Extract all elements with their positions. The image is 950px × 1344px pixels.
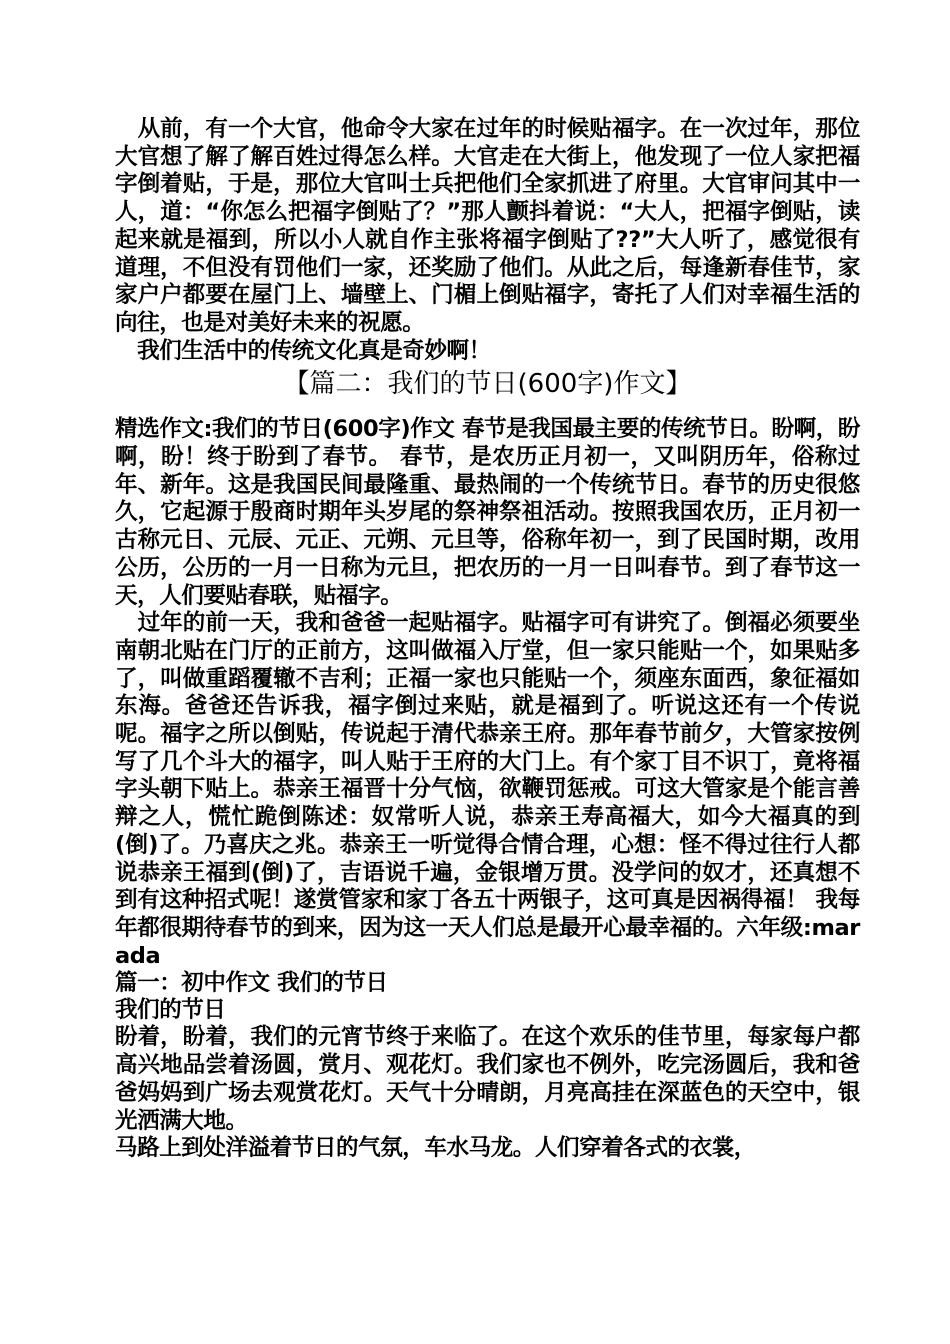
section2-paragraph-1: 精选作文:我们的节日(600字)作文 春节是我国最主要的传统节日。盼啊，盼啊，盼！终于盼到了春节。 春节，是农历正月初一，又叫阴历年，俗称过年、新年。这是我国民间最隆重、最热闹的一个传统节日。春节的历史很悠久，它起源于殷商时期年头岁尾的祭神祭祖活动。按照我国农历，正月初一古称元日、元辰、元正、元朔、元旦等，俗称年初一，到了民国时期，改用公历，公历的一月一日称为元旦，把农历的一月一日叫春节。到了春节这一天，人们要贴春联，贴福字。 bbox=[115, 416, 860, 609]
section1-title: 篇一：初中作文 我们的节日 bbox=[115, 970, 388, 997]
document-body bbox=[115, 116, 860, 1163]
section1-paragraph-1: 盼着，盼着，我们的元宵节终于来临了。在这个欢乐的佳节里，每家每户都高兴地品尝着汤圆，赏月、观花灯。我们家也不例外，吃完汤圆后，我和爸爸妈妈到广场去观赏花灯。天气十分晴朗，月亮高挂在深蓝色的天空中，银光洒满大地。 bbox=[115, 1024, 860, 1134]
section1-paragraph-2: 马路上到处洋溢着节日的气氛，车水马龙。人们穿着各式的衣裳， bbox=[115, 1135, 756, 1162]
essay1-paragraph-1: 从前，有一个大官，他命令大家在过年的时候贴福字。在一次过年，那位大官想了解了解百姓过得怎么样。大官走在大街上，他发现了一位人家把福字倒着贴，于是，那位大官叫士兵把他们全家抓进了府里。大官审问其中一人，道：“你怎么把福字倒贴了？”那人颤抖着说：“大人，把福字倒贴，读起来就是福到，所以小人就自作主张将福字倒贴了??”大人听了，感觉很有道理，不但没有罚他们一家，还奖励了他们。从此之后，每逢新春佳节，家家户户都要在屋门上、墙壁上、门楣上倒贴福字，寄托了人们对幸福生活的向往，也是对美好未来的祝愿。 bbox=[115, 116, 860, 336]
section1-subtitle: 我们的节日 bbox=[115, 997, 226, 1024]
section2-paragraph-2: 过年的前一天，我和爸爸一起贴福字。贴福字可有讲究了。倒福必须要坐南朝北贴在门厅的正前方，这叫做福入厅堂，但一家只能贴一个，如果贴多了，叫做重蹈覆辙不吉利；正福一家也只能贴一个，须座东面西，象征福如东海。爸爸还告诉我，福字倒过来贴，就是福到了。听说这还有一个传说呢。福字之所以倒贴，传说起于清代恭亲王府。那年春节前夕，大管家按例写了几个斗大的福字，叫人贴于王府的大门上。有个家丁目不识丁，竟将福字头朝下贴上。恭亲王福晋十分气恼，欲鞭罚惩戒。可这大管家是个能言善辩之人，慌忙跪倒陈述：奴常听人说，恭亲王寿高福大，如今大福真的到(倒)了。乃喜庆之兆。恭亲王一听觉得合情合理，心想：怪不得过往行人都说恭亲王福到(倒)了，吉语说千遍，金银增万贯。没学问的奴才，还真想不到有这种招式呢！遂赏管家和家丁各五十两银子，这可真是因祸得福！ 我每年都很期待春节的到来，因为这一天人们总是最开心最幸福的。六年级:marada bbox=[115, 610, 860, 969]
section2-heading: 【篇二：我们的节日(600字)作文】 bbox=[283, 369, 692, 400]
essay1-paragraph-2: 我们生活中的传统文化真是奇妙啊！ bbox=[115, 337, 491, 364]
